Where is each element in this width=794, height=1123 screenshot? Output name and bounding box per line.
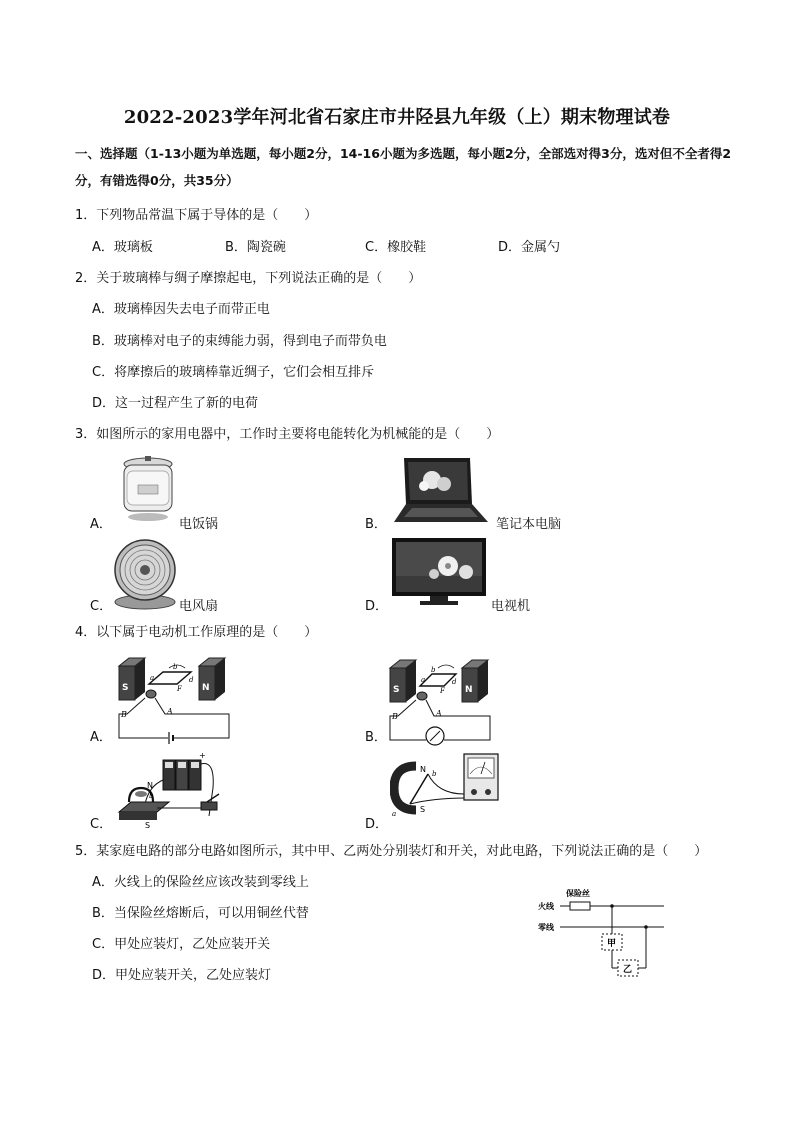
section-heading: 一、选择题（1-13小题为单选题，每小题2分，14-16小题为多选题，每小题2分，全部选对得3分，选对但不全者得2分，有错选得0分，共35分）	[75, 146, 732, 188]
q2-option-d[interactable]: D．这一过程产生了新的电荷	[92, 396, 259, 411]
q1-option-b[interactable]: B．陶瓷碗	[225, 240, 286, 255]
q1-option-c[interactable]: C．橡胶鞋	[365, 240, 427, 255]
pole-s: S	[122, 683, 129, 693]
label-a: a	[150, 674, 155, 682]
label-brush-a: A	[436, 709, 442, 718]
q1-option-d[interactable]: D．金属勺	[498, 240, 561, 255]
q3-option-d-label: 电视机	[491, 599, 531, 614]
pole-s: S	[145, 821, 151, 830]
label-brush-b: B	[121, 710, 127, 719]
q1-option-a[interactable]: A．玻璃板	[92, 240, 153, 255]
q3-option-c-letter[interactable]: C．	[90, 599, 113, 614]
q4-option-b[interactable]: B．	[365, 730, 387, 745]
q3-option-b-letter[interactable]: B．	[365, 517, 387, 532]
page-title: 2022-2023学年河北省石家庄市井陉县九年级（上）期末物理试卷	[123, 107, 671, 128]
pole-n: N	[420, 765, 426, 774]
q2-option-b[interactable]: B．玻璃棒对电子的束缚能力弱，得到电子而带负电	[92, 334, 387, 349]
pole-s: S	[420, 805, 426, 814]
q5-option-b[interactable]: B．当保险丝熔断后，可以用铜丝代替	[92, 906, 309, 921]
q3-option-a-letter[interactable]: A．	[90, 517, 112, 532]
fuse-label: 保险丝	[566, 889, 590, 898]
position-jia: 甲	[607, 939, 617, 949]
pole-n: N	[465, 685, 473, 695]
induction-diagram-meter	[390, 752, 502, 824]
label-b: b	[173, 663, 178, 671]
label-brush-b: B	[392, 712, 398, 721]
q2-option-a[interactable]: A．玻璃棒因失去电子而带正电	[92, 302, 270, 317]
laptop-image	[392, 456, 490, 528]
pole-n: N	[147, 781, 153, 790]
label-f: F	[177, 685, 182, 693]
q3-option-a-label: 电饭锅	[179, 517, 219, 532]
q4-option-a[interactable]: A．	[90, 730, 112, 745]
q5-option-a[interactable]: A．火线上的保险丝应该改装到零线上	[92, 875, 309, 890]
question-2-stem: 2．关于玻璃棒与绸子摩擦起电，下列说法正确的是（ ）	[75, 271, 422, 286]
label-d: d	[189, 676, 194, 684]
pole-s: S	[393, 685, 400, 695]
label-d: d	[452, 678, 457, 686]
television-image	[390, 536, 488, 608]
q5-option-d[interactable]: D．甲处应装开关，乙处应装灯	[92, 968, 272, 983]
label-b: b	[431, 666, 436, 674]
question-1-stem: 1．下列物品常温下属于导体的是（ ）	[75, 208, 318, 223]
question-4-stem: 4．以下属于电动机工作原理的是（ ）	[75, 625, 318, 640]
live-wire-label: 火线	[538, 902, 554, 911]
label-f: F	[440, 687, 445, 695]
label-a: a	[421, 676, 426, 684]
q3-option-b-label: 笔记本电脑	[496, 517, 562, 532]
motor-diagram-battery	[115, 654, 235, 744]
label-b: b	[149, 792, 154, 800]
label-brush-a: A	[167, 707, 173, 716]
q3-option-d-letter[interactable]: D．	[365, 599, 389, 614]
label-a: a	[392, 810, 397, 818]
generator-diagram-meter	[386, 656, 496, 746]
q4-option-d[interactable]: D．	[365, 817, 389, 832]
household-circuit-diagram	[538, 886, 666, 982]
pole-n: N	[202, 683, 210, 693]
label-b: b	[432, 770, 437, 778]
question-5-stem: 5．某家庭电路的部分电路如图所示，其中甲、乙两处分别装灯和开关，对此电路，下列说法正确的是（ ）	[75, 844, 708, 859]
svg-text:+: +	[199, 751, 206, 760]
q5-option-c[interactable]: C．甲处应装灯，乙处应装开关	[92, 937, 271, 952]
question-3-stem: 3．如图所示的家用电器中，工作时主要将电能转化为机械能的是（ ）	[75, 427, 500, 442]
q2-option-c[interactable]: C．将摩擦后的玻璃棒靠近绸子，它们会相互排斥	[92, 365, 375, 380]
electric-fan-image	[112, 538, 178, 610]
q4-option-c[interactable]: C．	[90, 817, 113, 832]
neutral-wire-label: 零线	[538, 923, 554, 932]
rice-cooker-image	[118, 455, 178, 530]
motor-diagram-battery-pack	[115, 750, 225, 830]
position-yi: 乙	[623, 965, 633, 975]
q3-option-c-label: 电风扇	[179, 599, 219, 614]
